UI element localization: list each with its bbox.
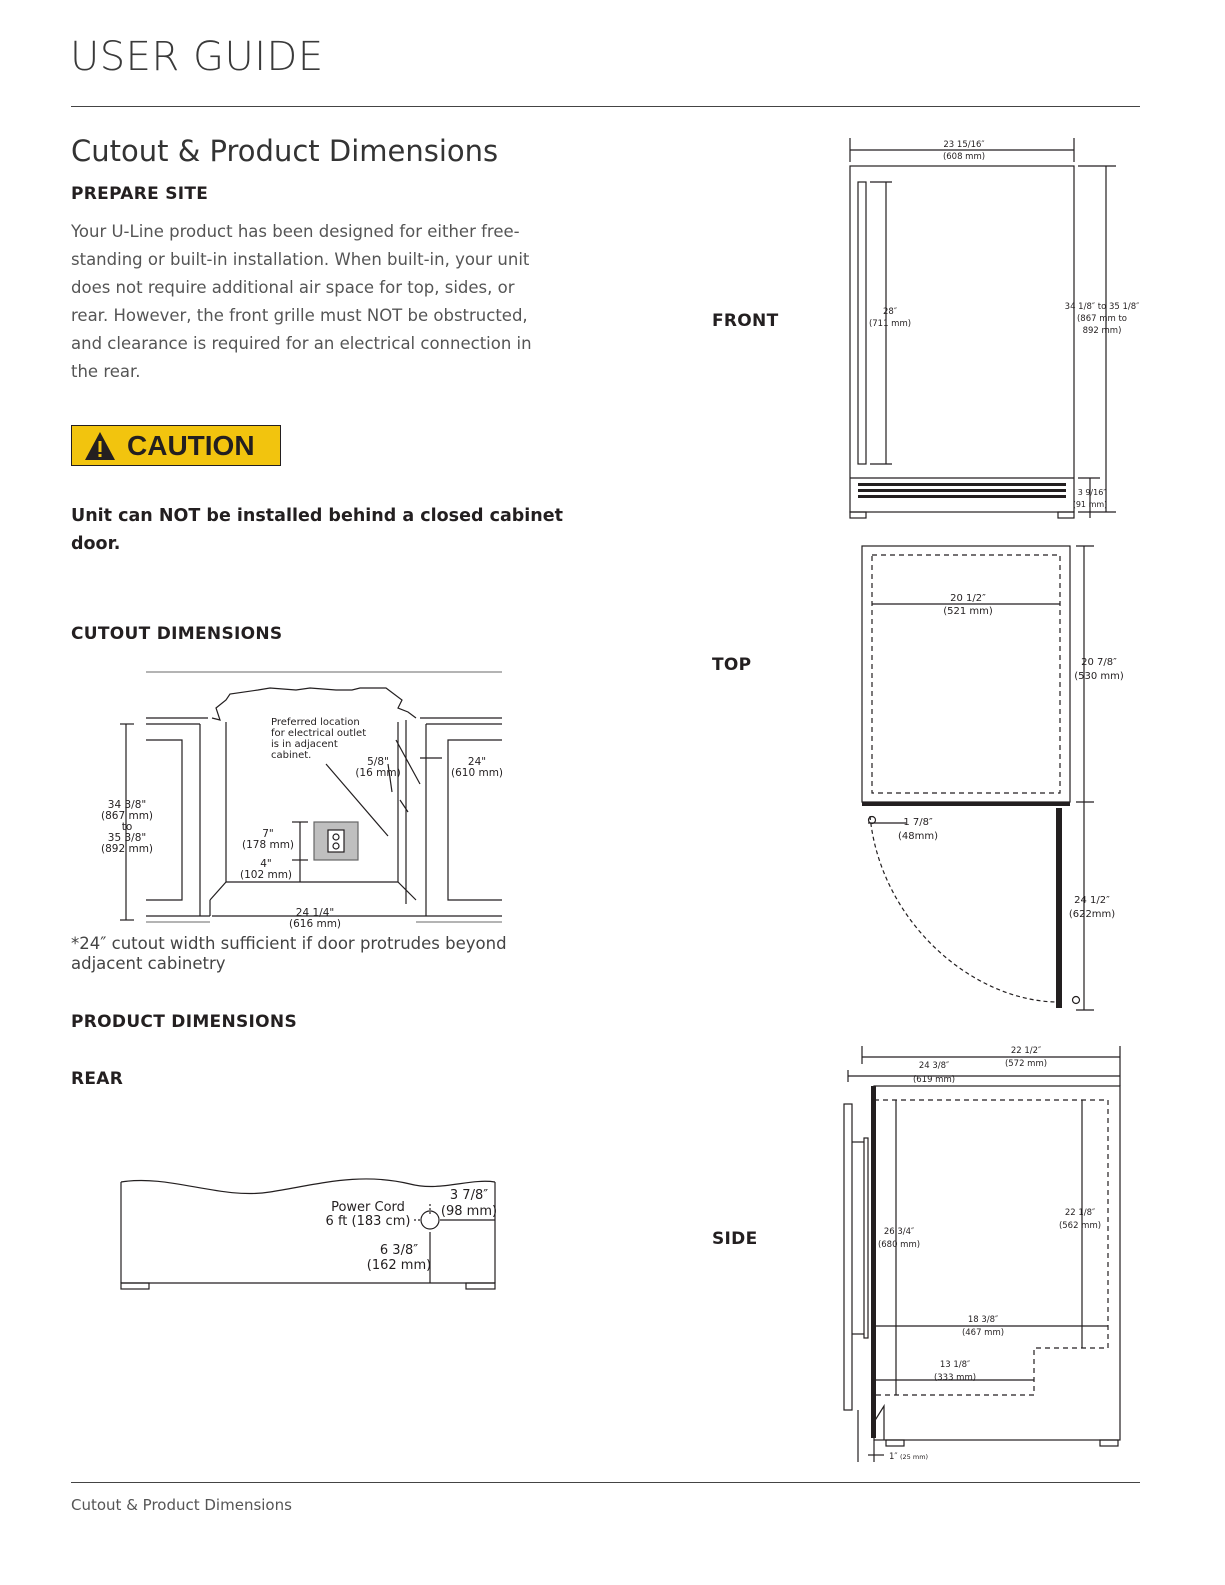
dim-width-metric: (616 mm) xyxy=(288,918,342,930)
side-inner-height-rear-metric: (562 mm) xyxy=(1058,1221,1102,1231)
footer-rule xyxy=(71,1482,1140,1483)
rear-dim-side-metric: (98 mm) xyxy=(440,1204,498,1219)
caution-message xyxy=(71,502,591,558)
prepare-site-line: rear. However, the front grille must NOT be obstructed, xyxy=(71,306,528,325)
front-door-height-value: 28″ xyxy=(883,307,897,317)
product-dimensions-heading: PRODUCT DIMENSIONS xyxy=(71,1012,297,1032)
side-depth-cabinet-metric: (572 mm) xyxy=(1004,1059,1048,1069)
top-view-label: TOP xyxy=(712,655,752,675)
top-inner-width-value: 20 1/2″ xyxy=(950,593,986,604)
side-inner-height-value: 26 3/4″ xyxy=(883,1227,915,1237)
front-door-height-metric: (711 mm) xyxy=(868,319,912,329)
caution-label: CAUTION xyxy=(127,430,255,461)
rear-dim-bottom-value: 6 3/8″ xyxy=(379,1243,419,1258)
dim-height-line: (867 mm) xyxy=(100,810,154,822)
outlet-note-line: cabinet. xyxy=(271,750,312,761)
side-view-label: SIDE xyxy=(712,1229,758,1249)
front-width-value: 23 15/16″ xyxy=(943,140,985,150)
prepare-site-line: the rear. xyxy=(71,362,141,381)
front-view-diagram xyxy=(840,136,1140,526)
front-height-metric: (867 mm to xyxy=(1076,314,1128,324)
side-depth-overall-metric: (619 mm) xyxy=(912,1075,956,1085)
side-inner-height-metric: (680 mm) xyxy=(877,1240,921,1250)
top-depth-value: 20 7/8″ xyxy=(1081,657,1117,668)
prepare-site-line: standing or built-in installation. When built-in, your unit xyxy=(71,250,530,269)
top-inner-width-metric: (521 mm) xyxy=(943,606,993,617)
power-cord-label: Power Cord xyxy=(331,1200,405,1215)
top-depth-metric: (530 mm) xyxy=(1074,671,1124,682)
dim-height-line: (892 mm) xyxy=(100,843,154,855)
caution-message-line: Unit can NOT be installed behind a closed cabinet xyxy=(71,506,563,526)
side-inner-depth-upper-metric: (467 mm) xyxy=(961,1328,1005,1338)
side-depth-overall-value: 24 3/8″ xyxy=(918,1061,950,1071)
side-inner-depth-upper-value: 18 3/8″ xyxy=(967,1315,999,1325)
outlet-note-line: is in adjacent xyxy=(271,739,338,750)
top-door-swing-metric: (622mm) xyxy=(1068,909,1116,920)
side-view-diagram xyxy=(838,1042,1128,1472)
power-cord-length: 6 ft (183 cm) xyxy=(325,1214,411,1229)
top-hinge-value: 1 7/8″ xyxy=(903,817,933,828)
rear-dim-bottom-metric: (162 mm) xyxy=(366,1258,432,1273)
prepare-site-line: and clearance is required for an electrical connection in xyxy=(71,334,532,353)
dim-depth-value: 24" xyxy=(467,756,487,768)
top-view-diagram xyxy=(850,540,1130,1018)
front-height-value: 34 1/8″ to 35 1/8″ xyxy=(1064,302,1140,312)
dim-depth-metric: (610 mm) xyxy=(450,767,504,779)
front-base-metric: (91 mm) xyxy=(1072,500,1108,509)
prepare-site-line: Your U-Line product has been designed for either free- xyxy=(71,222,520,241)
top-hinge-metric: (48mm) xyxy=(897,831,939,842)
page-header-title: USER GUIDE xyxy=(70,34,324,80)
top-door-swing-value: 24 1/2″ xyxy=(1074,895,1110,906)
prepare-site-line: does not require additional air space for top, sides, or xyxy=(71,278,515,297)
side-inner-depth-lower-metric: (333 mm) xyxy=(933,1373,977,1383)
dim-outlet-low-value: 4" xyxy=(260,858,272,870)
cutout-diagram xyxy=(90,660,510,935)
cutout-footnote-line: adjacent cabinetry xyxy=(71,954,226,973)
dim-width-value: 24 1/4" xyxy=(295,907,335,919)
cutout-footnote-line: *24″ cutout width sufficient if door protrudes beyond xyxy=(71,934,507,953)
side-depth-cabinet-value: 22 1/2″ xyxy=(1010,1046,1042,1056)
dim-reveal-metric: (16 mm) xyxy=(355,767,401,779)
prepare-site-text xyxy=(71,218,551,386)
front-width-metric: (608 mm) xyxy=(942,152,986,162)
side-inner-height-rear-value: 22 1/8″ xyxy=(1064,1208,1096,1218)
dim-reveal-value: 5/8" xyxy=(367,756,389,768)
dim-height-line: 35 3/8" xyxy=(107,832,147,844)
footer-text: Cutout & Product Dimensions xyxy=(71,1496,292,1514)
rear-dim-side-value: 3 7/8″ xyxy=(449,1188,489,1203)
rear-view-label: REAR xyxy=(71,1069,124,1089)
outlet-note-line: Preferred location xyxy=(271,717,360,728)
dim-height-line: 34 3/8" xyxy=(107,799,147,811)
side-door-metric: (25 mm) xyxy=(900,1453,929,1461)
header-rule xyxy=(71,106,1140,107)
dim-outlet-low-metric: (102 mm) xyxy=(239,869,293,881)
rear-diagram xyxy=(110,1170,510,1300)
outlet-note-line: for electrical outlet xyxy=(271,728,367,739)
cutout-footnote xyxy=(71,934,541,974)
section-title: Cutout & Product Dimensions xyxy=(71,134,499,168)
side-door-value: 1″ xyxy=(889,1452,898,1462)
dim-outlet-high-metric: (178 mm) xyxy=(241,839,295,851)
side-inner-depth-lower-value: 13 1/8″ xyxy=(939,1360,971,1370)
cutout-dimensions-heading: CUTOUT DIMENSIONS xyxy=(71,624,283,644)
front-base-value: 3 9/16″ xyxy=(1077,488,1107,497)
warning-triangle-icon xyxy=(84,431,116,461)
prepare-site-heading: PREPARE SITE xyxy=(71,184,209,204)
dim-outlet-high-value: 7" xyxy=(262,828,274,840)
front-view-label: FRONT xyxy=(712,311,779,331)
dim-height-line: to xyxy=(121,821,133,833)
front-height-metric: 892 mm) xyxy=(1082,326,1122,336)
caution-message-line: door. xyxy=(71,534,121,554)
